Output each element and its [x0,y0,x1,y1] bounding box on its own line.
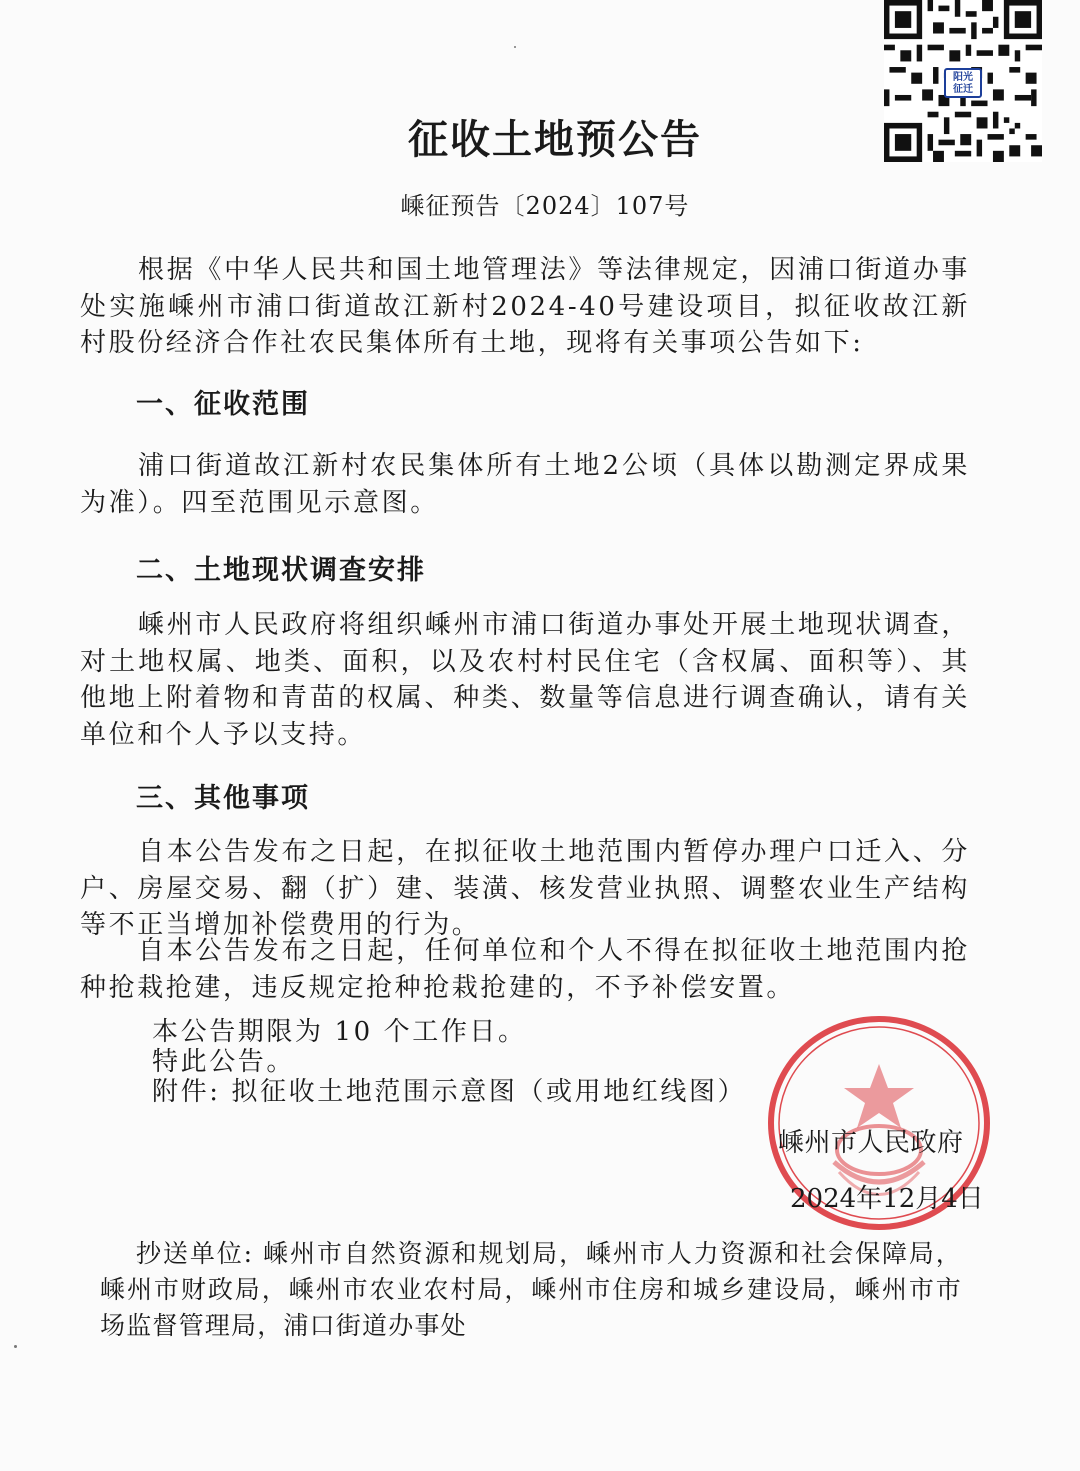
scan-speck [514,46,516,48]
issue-date: 2024年12月4日 [790,1184,984,1214]
attachment-line: 附件: 拟征收土地范围示意图（或用地红线图） [152,1077,747,1107]
section-body-2: 嵊州市人民政府将组织嵊州市浦口街道办事处开展土地现状调查，对土地权属、地类、面积，以及农村村民住宅（含权属、面积等）、其他地上附着物和青苗的权属、种类、数量等信息进行调查确认，请有关单位和个人予以支持。 [80,610,970,750]
section-body-3a: 自本公告发布之日起，在拟征收土地范围内暂停办理户口迁入、分户、房屋交易、翻（扩）建、装潢、核发营业执照、调整农业生产结构等不正当增加补偿费用的行为。 [80,837,970,940]
document-number: 嵊征预告〔2024〕107号 [400,192,690,220]
page-title: 征收土地预公告 [408,116,702,163]
section-heading-1: 一、征收范围 [136,389,310,420]
section-body-3b: 自本公告发布之日起，任何单位和个人不得在拟征收土地范围内抢种抢栽抢建，违反规定抢种抢栽抢建的，不予补偿安置。 [80,936,970,1003]
scan-speck [14,1345,17,1348]
issuer-signature: 嵊州市人民政府 [778,1128,964,1158]
section-body-1: 浦口街道故江新村农民集体所有土地2公顷（具体以勘测定界成果为准）。四至范围见示意图。 [80,451,970,518]
closing-line: 特此公告。 [152,1047,296,1077]
intro-paragraph: 根据《中华人民共和国土地管理法》等法律规定，因浦口街道办事处实施嵊州市浦口街道故江新村2024-40号建设项目，拟征收故江新村股份经济合作社农民集体所有土地，现将有关事项公告如下: [80,255,970,358]
sunshine-relocation-badge: 阳光 征迁 [944,68,982,98]
section-heading-3: 三、其他事项 [136,783,310,814]
cc-recipients: 抄送单位: 嵊州市自然资源和规划局，嵊州市人力资源和社会保障局，嵊州市财政局，嵊州市农业农村局，嵊州市住房和城乡建设局，嵊州市市场监督管理局，浦口街道办事处 [100,1239,962,1340]
notice-period: 本公告期限为 10 个工作日。 [152,1017,527,1047]
section-heading-2: 二、土地现状调查安排 [136,555,426,586]
